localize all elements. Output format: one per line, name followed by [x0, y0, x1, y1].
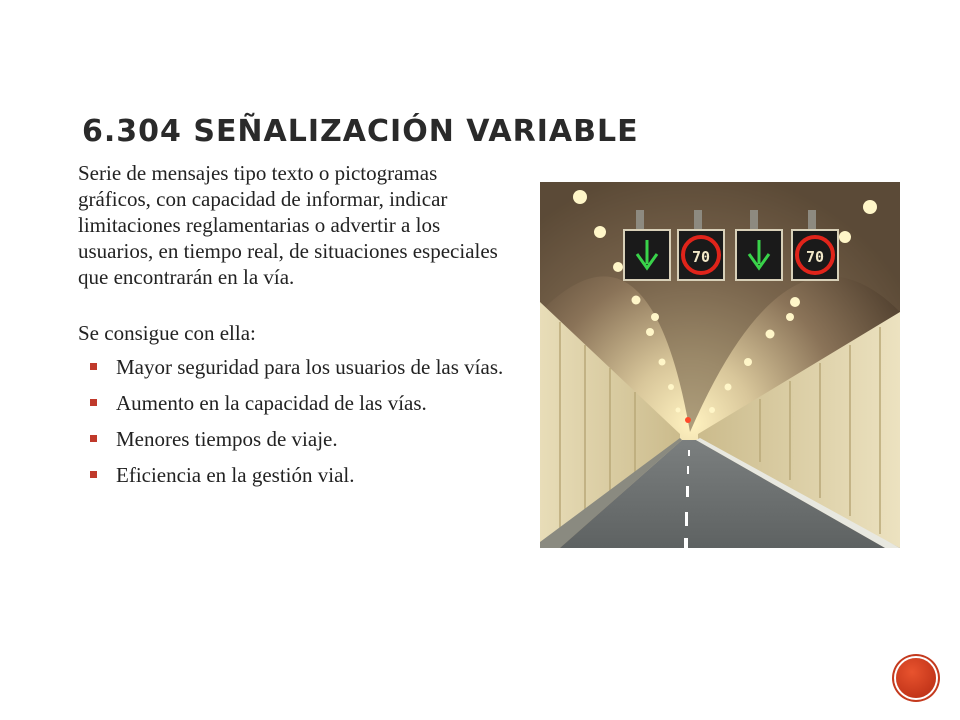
bullet-icon — [90, 363, 97, 370]
list-item-text: Aumento en la capacidad de las vías. — [116, 391, 427, 415]
bullet-icon — [90, 435, 97, 442]
list-item — [78, 390, 508, 416]
slide-title: 6.304 SEÑALIZACIÓN VARIABLE — [82, 114, 639, 149]
tunnel-photo — [540, 182, 900, 548]
list-item — [78, 354, 508, 380]
description-paragraph: Serie de mensajes tipo texto o pictogramas gráficos, con capacidad de informar, indicar limitaciones reglamentarias o advertir a los usuarios, en tiempo real, de situaciones especiales que encontrarán en la vía. — [78, 161, 498, 289]
bullet-icon — [90, 399, 97, 406]
list-item — [78, 426, 508, 452]
list-item-text: Mayor seguridad para los usuarios de las vías. — [116, 355, 504, 379]
list-item — [78, 462, 508, 488]
benefits-list — [78, 354, 508, 488]
list-item-text: Eficiencia en la gestión vial. — [116, 463, 355, 487]
next-slide-button[interactable] — [896, 658, 936, 698]
tunnel-illustration — [540, 182, 900, 548]
slide-body — [78, 160, 508, 498]
speed-sign-value: 70 — [805, 248, 825, 266]
benefits-lead: Se consigue con ella: — [78, 321, 256, 345]
speed-sign-value: 70 — [691, 248, 711, 266]
bullet-icon — [90, 471, 97, 478]
list-item-text: Menores tiempos de viaje. — [116, 427, 338, 451]
